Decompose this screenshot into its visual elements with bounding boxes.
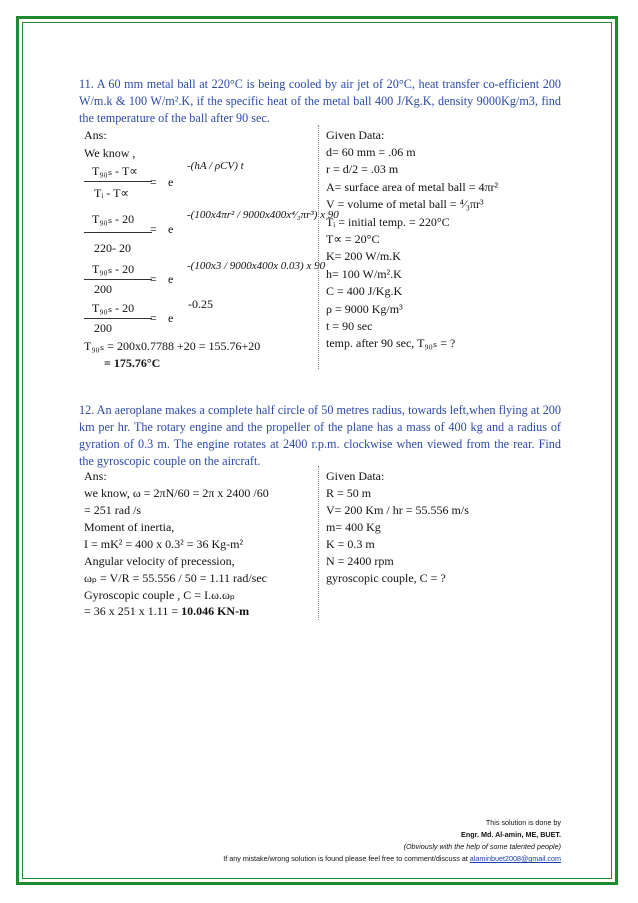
eq3-equals: = <box>150 272 157 286</box>
given-item: A= surface area of metal ball = 4πr² <box>326 179 499 194</box>
given-item: R = 50 m <box>326 486 372 500</box>
given-item: t = 90 sec <box>326 319 373 333</box>
given-item: gyroscopic couple, C = ? <box>326 571 446 585</box>
given-item: K= 200 W/m.K <box>326 249 401 264</box>
footer-credit: This solution is done by <box>485 818 561 827</box>
given-item: V = volume of metal ball = ⁴⁄₃πr³ <box>326 197 484 212</box>
footer-contact: If any mistake/wrong solution is found please feel free to comment/discuss at alaminbuet2008@gmail.com <box>223 854 561 863</box>
given-item: N = 2400 rpm <box>326 554 394 568</box>
eq4-equals: = <box>150 311 157 325</box>
eq3-exponent: -(100x3 / 9000x400x 0.03) x 90 <box>187 260 326 272</box>
eq1-equals: = <box>150 175 157 189</box>
given-item: r = d/2 = .03 m <box>326 162 399 177</box>
q11-answer: = 175.76°C <box>104 356 161 370</box>
solution-line: Angular velocity of precession, <box>84 554 235 568</box>
given-item: h= 100 W/m².K <box>326 266 402 281</box>
q11-given-title: Given Data: <box>326 128 385 142</box>
solution-line: Moment of inertia, <box>84 520 175 534</box>
eq3-e: e <box>168 272 174 286</box>
solution-line: I = mK² = 400 x 0.3² = 36 Kg-m² <box>84 537 244 551</box>
eq1-e: e <box>168 175 174 189</box>
given-item: temp. after 90 sec, T₉₀ₛ = ? <box>326 336 456 351</box>
q11-ans-label: Ans: <box>84 128 107 142</box>
eq4-exponent: -0.25 <box>188 297 213 311</box>
eq2-fraction-bar <box>84 232 152 233</box>
footer-note: (Obviously with the help of some talented people) <box>403 842 561 851</box>
eq4-e: e <box>168 311 174 325</box>
footer-email-link[interactable]: alaminbuet2008@gmail.com <box>469 854 561 863</box>
solution-line: Gyroscopic couple , C = I.ω.ωₚ <box>84 588 236 602</box>
eq3-fraction-bar <box>84 279 152 280</box>
footer-author: Engr. Md. Al-amin, ME, BUET. <box>461 830 561 839</box>
eq2-numerator: T₉₀ₛ - 20 <box>92 212 135 226</box>
given-item: V= 200 Km / hr = 55.556 m/s <box>326 503 469 517</box>
solution-line: ωₚ = V/R = 55.556 / 50 = 1.11 rad/sec <box>84 571 267 585</box>
q11-we-know: We know , <box>84 146 136 160</box>
eq4-denominator: 200 <box>94 321 112 335</box>
given-item: K = 0.3 m <box>326 537 375 551</box>
eq2-denominator: 220- 20 <box>94 241 131 255</box>
solution-line: we know, ω = 2πN/60 = 2π x 2400 /60 <box>84 486 269 500</box>
eq3-numerator: T₉₀ₛ - 20 <box>92 262 135 276</box>
given-item: m= 400 Kg <box>326 520 381 534</box>
given-item: d= 60 mm = .06 m <box>326 145 416 159</box>
given-item: ρ = 9000 Kg/m³ <box>326 301 403 316</box>
q11-calc-line: T₉₀ₛ = 200x0.7788 +20 = 155.76+20 <box>84 339 261 353</box>
question-11-text: 11. A 60 mm metal ball at 220°C is being cooled by air jet of 20°C, heat transfer co-efficient 200 W/m.k & 100 W/m².K, if the specific heat of the metal ball 400 J/Kg.K, density 9000Kg/m3, find the temperature of the ball after 90 sec. <box>79 77 561 125</box>
solution-line: = 251 rad /s <box>84 503 142 517</box>
q12-column-divider <box>318 466 319 620</box>
eq1-numerator: T₉₀ₛ - T∝ <box>92 164 138 178</box>
question-12-text: 12. An aeroplane makes a complete half circle of 50 metres radius, towards left,when flying at 200 km per hr. The rotary engine and the propeller of the plane has a mass of 400 kg and a radius of gyration of 0.3 m. The engine rotates at 2400 r.p.m. clockwise when viewed from the rear. Find the gyroscopic couple on the aircraft. <box>79 403 561 468</box>
q12-ans-label: Ans: <box>84 469 107 483</box>
eq3-denominator: 200 <box>94 282 112 296</box>
eq4-fraction-bar <box>84 318 152 319</box>
eq1-denominator: Tᵢ - T∝ <box>94 186 129 200</box>
eq2-exponent: -(100x4πr² / 9000x400x⁴⁄₃πr³) x 90 <box>187 209 339 221</box>
given-item: C = 400 J/Kg.K <box>326 284 403 299</box>
given-item: Tᵢ = initial temp. = 220°C <box>326 214 450 229</box>
eq1-exponent: -(hA / ρCV) t <box>187 160 244 172</box>
q11-column-divider <box>318 125 319 369</box>
eq1-fraction-bar <box>84 181 152 182</box>
given-item: T∝ = 20°C <box>326 232 380 246</box>
q12-final-answer: = 36 x 251 x 1.11 = 10.046 KN-m <box>84 604 250 618</box>
eq2-e: e <box>168 222 174 236</box>
eq2-equals: = <box>150 222 157 236</box>
q12-given-title: Given Data: <box>326 469 385 483</box>
eq4-numerator: T₉₀ₛ - 20 <box>92 301 135 315</box>
